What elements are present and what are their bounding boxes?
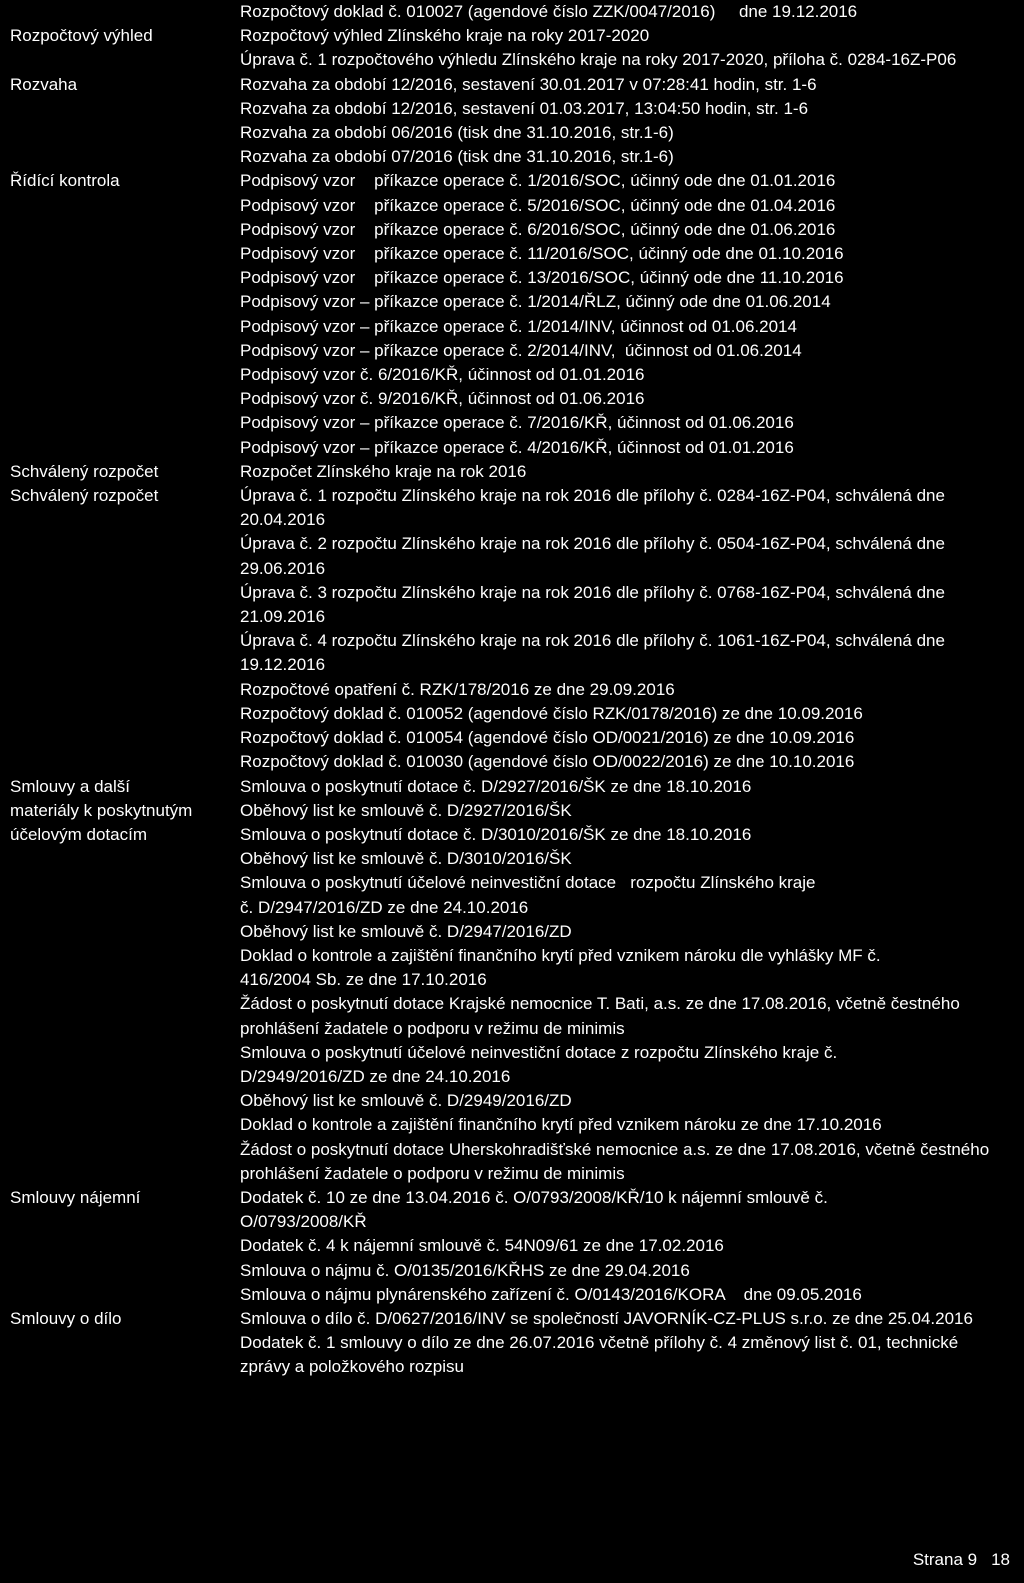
page-footer (913, 1548, 1010, 1572)
section-entry: Dodatek č. 1 smlouvy o dílo ze dne 26.07.2016 včetně přílohy č. 4 změnový list č. 01, technické zprávy a položkového rozpisu (240, 1333, 959, 1377)
page-number: Strana 9 (912, 1550, 978, 1569)
section-entry: Úprava č. 1 rozpočtového výhledu Zlínského kraje na roky 2017-2020, příloha č. 0284-16Z-P06 (240, 50, 957, 70)
section-entry: Dodatek č. 4 k nájemní smlouvě č. 54N09/61 ze dne 17.02.2016 (240, 1236, 724, 1256)
section-entry: Žádost o poskytnutí dotace Krajské nemocnice T. Bati, a.s. ze dne 17.08.2016, včetně čestného prohlášení žadatele o podporu v režimu de minimis (240, 994, 960, 1038)
doc-section (0, 169, 1024, 459)
doc-section (0, 1307, 1024, 1380)
doc-section (0, 460, 1024, 484)
section-entry: Úprava č. 2 rozpočtu Zlínského kraje na rok 2016 dle přílohy č. 0504-16Z-P04, schválená dne 29.06.2016 (240, 534, 945, 578)
section-entry: Podpisový vzor – příkazce operace č. 7/2016/KŘ, účinnost od 01.06.2016 (240, 413, 794, 433)
section-entry: Oběhový list ke smlouvě č. D/2949/2016/ZD (240, 1091, 572, 1111)
section-entry: Podpisový vzor – příkazce operace č. 1/2014/INV, účinnost od 01.06.2014 (240, 316, 797, 336)
section-entry: Podpisový vzor příkazce operace č. 11/2016/SOC, účinný ode dne 01.10.2016 (240, 244, 844, 264)
section-entry: Podpisový vzor – příkazce operace č. 2/2014/INV, účinnost od 01.06.2014 (240, 340, 802, 360)
section-entry: Smlouva o poskytnutí účelové neinvestiční dotace z rozpočtu Zlínského kraje č. D/2949/2016/ZD ze dne 24.10.2016 (240, 1042, 838, 1086)
section-entry: Dodatek č. 10 ze dne 13.04.2016 č. O/0793/2008/KŘ/10 k nájemní smlouvě č. O/0793/2008/KŘ (240, 1187, 828, 1232)
section-entry: Smlouva o nájmu plynárenského zařízení č. O/0143/2016/KORA dne 09.05.2016 (240, 1284, 862, 1304)
section-entry: Rozpočtový výhled Zlínského kraje na roky 2017-2020 (240, 26, 650, 46)
section-entry: Rozpočtový doklad č. 010052 (agendové číslo RZK/0178/2016) ze dne 10.09.2016 (240, 703, 863, 723)
section-entry: Rozpočtový doklad č. 010054 (agendové číslo OD/0021/2016) ze dne 10.09.2016 (240, 728, 855, 748)
doc-section (0, 24, 1024, 72)
section-entry: Podpisový vzor č. 9/2016/KŘ, účinnost od 01.06.2016 (240, 389, 645, 409)
section-entry: Rozpočtové opatření č. RZK/178/2016 ze dne 29.09.2016 (240, 679, 675, 699)
section-label: Rozvaha (10, 74, 78, 94)
section-entry: Podpisový vzor příkazce operace č. 1/2016/SOC, účinný ode dne 01.01.2016 (240, 171, 836, 191)
section-entry: Rozvaha za období 12/2016, sestavení 30.01.2017 v 07:28:41 hodin, str. 1-6 (240, 74, 817, 94)
section-entry: Rozpočet Zlínského kraje na rok 2016 (240, 461, 527, 481)
section-entry: Úprava č. 3 rozpočtu Zlínského kraje na rok 2016 dle přílohy č. 0768-16Z-P04, schválená dne 21.09.2016 (240, 582, 945, 627)
section-entry: Podpisový vzor č. 6/2016/KŘ, účinnost od 01.01.2016 (240, 365, 645, 385)
section-entry: Žádost o poskytnutí dotace Uherskohradišťské nemocnice a.s. ze dne 17.08.2016, včetně čestného prohlášení žadatele o podporu v režimu de minimis (240, 1139, 990, 1183)
section-label: Smlouvy nájemní (10, 1187, 141, 1207)
section-entry: Oběhový list ke smlouvě č. D/2927/2016/ŠK (240, 800, 572, 820)
doc-section (0, 0, 1024, 24)
section-label: Smlouvy o dílo (10, 1308, 122, 1328)
section-label: Schválený rozpočet (10, 486, 159, 506)
section-label: Schválený rozpočet (10, 461, 159, 481)
section-entry: Podpisový vzor – příkazce operace č. 1/2014/ŘLZ, účinný ode dne 01.06.2014 (240, 292, 831, 312)
doc-section (0, 73, 1024, 170)
section-entry: Smlouva o poskytnutí dotace č. D/3010/2016/ŠK ze dne 18.10.2016 (240, 824, 752, 844)
section-entry: Podpisový vzor – příkazce operace č. 4/2016/KŘ, účinnost od 01.01.2016 (240, 437, 794, 457)
section-entry: Oběhový list ke smlouvě č. D/3010/2016/ŠK (240, 849, 572, 869)
section-entry: Rozvaha za období 07/2016 (tisk dne 31.10.2016, str.1-6) (240, 147, 674, 167)
section-label: Rozpočtový výhled (10, 26, 153, 46)
section-entry: Podpisový vzor příkazce operace č. 5/2016/SOC, účinný ode dne 01.04.2016 (240, 195, 836, 215)
section-entry: Smlouva o dílo č. D/0627/2016/INV se společností JAVORNÍK-CZ-PLUS s.r.o. ze dne 25.04.2016 (240, 1308, 973, 1328)
section-entry: Podpisový vzor příkazce operace č. 13/2016/SOC, účinný ode dne 11.10.2016 (240, 268, 844, 288)
section-entry: Rozpočtový doklad č. 010027 (agendové číslo ZZK/0047/2016) dne 19.12.2016 (240, 2, 858, 21)
section-entry: Doklad o kontrole a zajištění finančního krytí před vznikem nároku dle vyhlášky MF č. 416/2004 Sb. ze dne 17.10.2016 (240, 945, 881, 990)
section-entry: Rozvaha za období 12/2016, sestavení 01.03.2017, 13:04:50 hodin, str. 1-6 (240, 98, 809, 118)
page-total: 18 (991, 1550, 1010, 1569)
section-entry: Doklad o kontrole a zajištění finančního krytí před vznikem nároku ze dne 17.10.2016 (240, 1115, 882, 1135)
section-label: Řídící kontrola (10, 171, 120, 191)
doc-section (0, 484, 1024, 774)
section-entry: Úprava č. 4 rozpočtu Zlínského kraje na rok 2016 dle přílohy č. 1061-16Z-P04, schválená dne 19.12.2016 (240, 631, 945, 675)
doc-section (0, 775, 1024, 1186)
section-entry: Úprava č. 1 rozpočtu Zlínského kraje na rok 2016 dle přílohy č. 0284-16Z-P04, schválená dne 20.04.2016 (240, 486, 945, 530)
section-entry: Oběhový list ke smlouvě č. D/2947/2016/ZD (240, 921, 572, 941)
section-entry: Smlouva o poskytnutí účelové neinvestiční dotace rozpočtu Zlínského kraje č. D/2947/2016/ZD ze dne 24.10.2016 (240, 873, 816, 917)
section-label: Smlouvy a další materiály k poskytnutým účelovým dotacím (10, 776, 193, 844)
section-entry: Podpisový vzor příkazce operace č. 6/2016/SOC, účinný ode dne 01.06.2016 (240, 219, 836, 239)
section-entry: Smlouva o poskytnutí dotace č. D/2927/2016/ŠK ze dne 18.10.2016 (240, 776, 752, 796)
section-entry: Rozvaha za období 06/2016 (tisk dne 31.10.2016, str.1-6) (240, 123, 674, 143)
section-entry: Rozpočtový doklad č. 010030 (agendové číslo OD/0022/2016) ze dne 10.10.2016 (240, 752, 855, 772)
section-entry: Smlouva o nájmu č. O/0135/2016/KŘHS ze dne 29.04.2016 (240, 1260, 690, 1280)
doc-section (0, 1186, 1024, 1307)
